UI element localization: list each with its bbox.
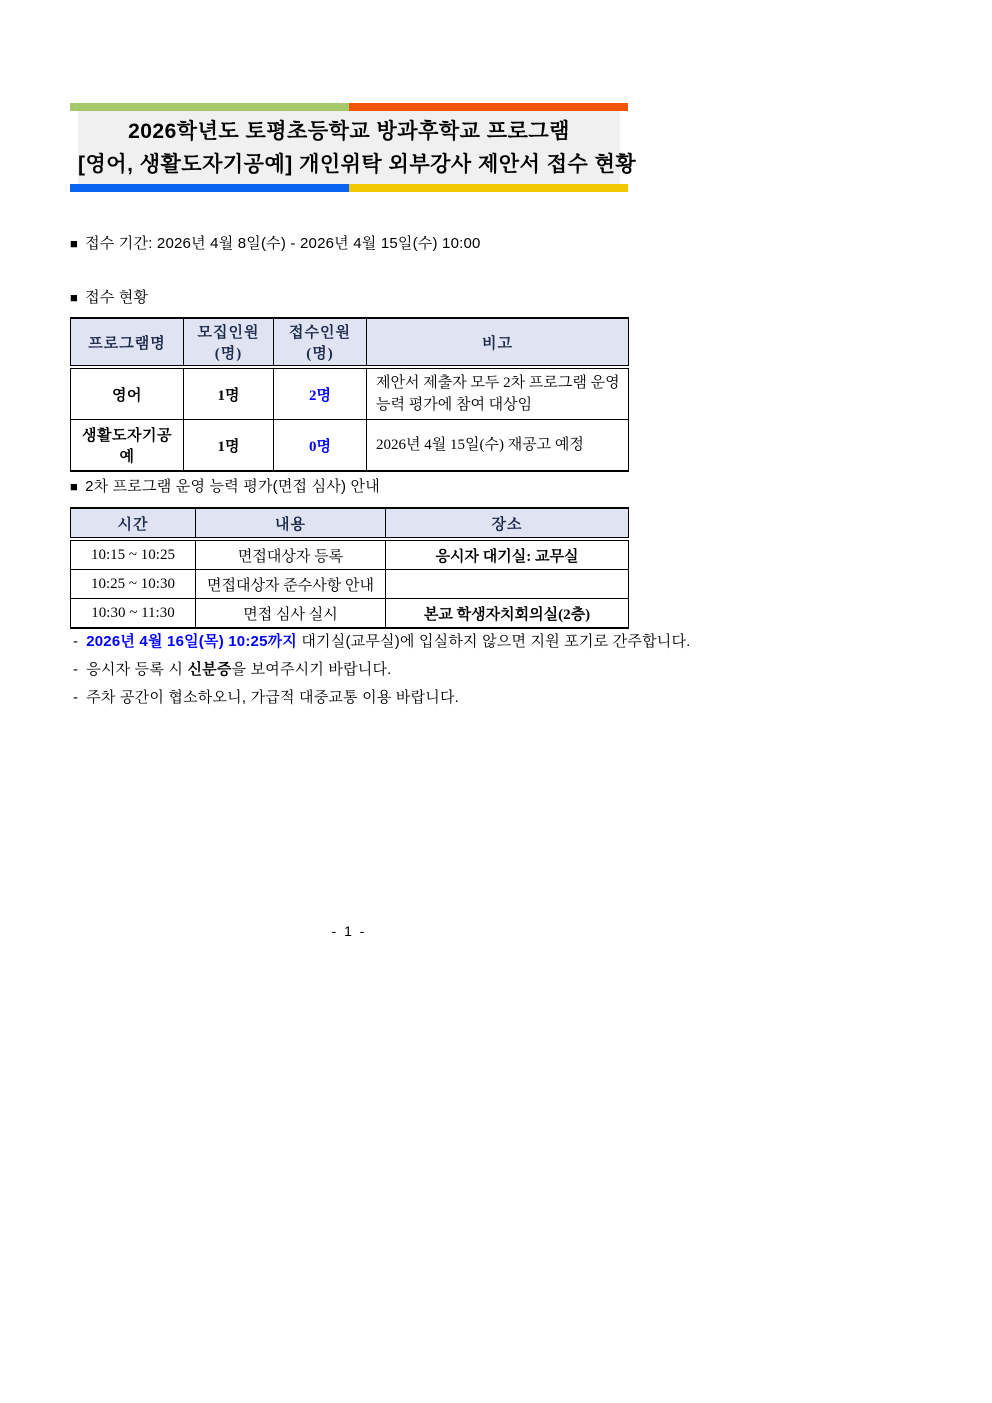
- note-id-pre: 응시자 등록 시: [86, 661, 188, 678]
- title-line-1: 2026학년도 토평초등학교 방과후학교 프로그램: [128, 119, 570, 143]
- eval-heading-text: 2차 프로그램 운영 능력 평가(면접 심사) 안내: [85, 478, 380, 495]
- program-name-cell: 생활도자기공예: [71, 420, 184, 472]
- note-cell: 제안서 제출자 모두 2차 프로그램 운영 능력 평가에 참여 대상임: [367, 367, 629, 420]
- col-header-time: 시간: [71, 508, 196, 539]
- table-row: [71, 570, 629, 599]
- title-bottom-bar: [70, 184, 628, 192]
- recruit-count-cell: 1명: [184, 420, 274, 472]
- status-table: [70, 317, 629, 472]
- table-row: [71, 367, 629, 420]
- square-bullet-icon: ■: [70, 290, 79, 305]
- period-heading: [70, 234, 481, 253]
- status-heading: [70, 288, 148, 307]
- note-id-bold: 신분증: [187, 661, 232, 678]
- table-row: [71, 539, 629, 570]
- content-cell: 면접대상자 준수사항 안내: [196, 570, 386, 599]
- col-header-content: 내용: [196, 508, 386, 539]
- col-header-place: 장소: [386, 508, 629, 539]
- orange-bar: [349, 103, 628, 111]
- dash-marker: -: [73, 689, 79, 706]
- time-cell: 10:15 ~ 10:25: [71, 539, 196, 570]
- place-cell: 응시자 대기실: 교무실: [386, 539, 629, 570]
- page-number: - 1 -: [331, 923, 367, 939]
- dash-marker: -: [73, 661, 79, 678]
- blue-bar: [70, 184, 349, 192]
- content-cell: 면접 심사 실시: [196, 599, 386, 629]
- note-cell: 2026년 4월 15일(수) 재공고 예정: [367, 420, 629, 472]
- note-deadline: [73, 628, 691, 656]
- notes-section: [73, 628, 691, 712]
- title-banner: [70, 103, 637, 192]
- table-row: [71, 420, 629, 472]
- square-bullet-icon: ■: [70, 479, 79, 494]
- col-header-received: 접수인원(명): [274, 318, 367, 367]
- place-cell: [386, 570, 629, 599]
- schedule-table-header-row: [71, 508, 629, 539]
- time-cell: 10:25 ~ 10:30: [71, 570, 196, 599]
- note-deadline-rest: 대기실(교무실)에 입실하지 않으면 지원 포기로 간주합니다.: [297, 633, 691, 650]
- note-parking-text: 주차 공간이 협소하오니, 가급적 대중교통 이용 바랍니다.: [86, 689, 460, 706]
- dash-marker: -: [73, 633, 79, 650]
- col-header-program: 프로그램명: [71, 318, 184, 367]
- program-name-cell: 영어: [71, 367, 184, 420]
- schedule-table: [70, 507, 629, 629]
- title-top-bar: [70, 103, 628, 111]
- note-parking: [73, 684, 691, 712]
- period-heading-text: 접수 기간: 2026년 4월 8일(수) - 2026년 4월 15일(수) 10:00: [85, 235, 481, 252]
- yellow-bar: [349, 184, 628, 192]
- status-table-header-row: [71, 318, 629, 367]
- note-id-rest: 을 보여주시기 바랍니다.: [231, 661, 392, 678]
- square-bullet-icon: ■: [70, 236, 79, 251]
- status-heading-text: 접수 현황: [85, 289, 149, 306]
- col-header-recruit: 모집인원(명): [184, 318, 274, 367]
- col-header-note: 비고: [367, 318, 629, 367]
- time-cell: 10:30 ~ 11:30: [71, 599, 196, 629]
- note-id-card: [73, 656, 691, 684]
- received-count-cell: 2명: [274, 367, 367, 420]
- green-bar: [70, 103, 349, 111]
- recruit-count-cell: 1명: [184, 367, 274, 420]
- content-cell: 면접대상자 등록: [196, 539, 386, 570]
- received-count-cell: 0명: [274, 420, 367, 472]
- table-row: [71, 599, 629, 629]
- title-body: [78, 111, 637, 184]
- title-line-2: [영어, 생활도자기공예] 개인위탁 외부강사 제안서 접수 현황: [78, 152, 637, 176]
- note-deadline-highlight: 2026년 4월 16일(목) 10:25까지: [86, 633, 297, 650]
- place-cell: 본교 학생자치회의실(2층): [386, 599, 629, 629]
- eval-heading: [70, 477, 380, 496]
